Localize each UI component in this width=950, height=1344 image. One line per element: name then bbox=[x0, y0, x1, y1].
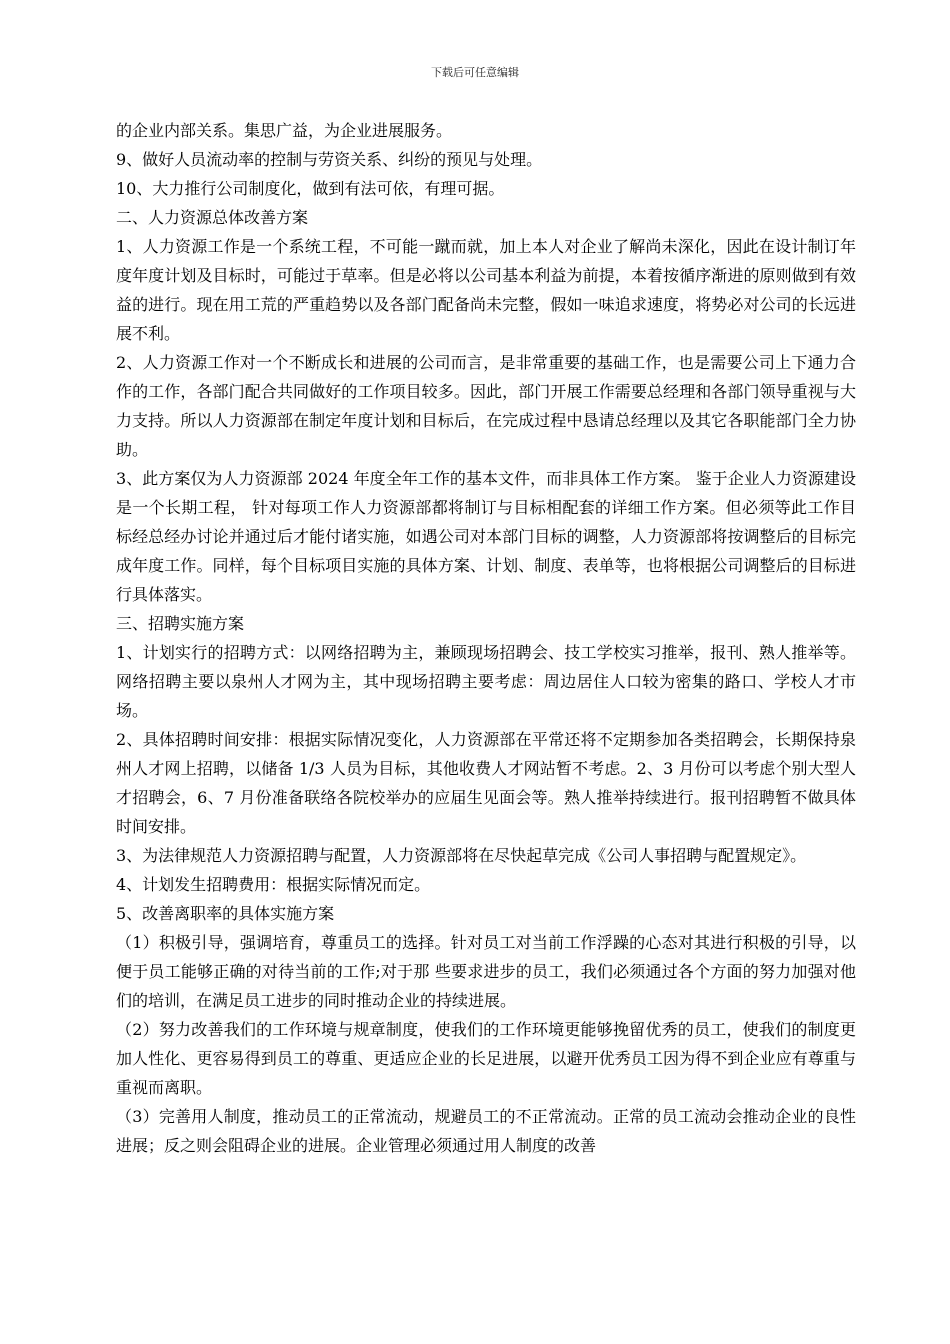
paragraph-hr-3: 3、此方案仅为人力资源部 2024 年度全年工作的基本文件，而非具体工作方案。 鉴于企业人力资源建设是一个长期工程， 针对每项工作人力资源部都将制订与目标相配套的详细工作方案。但必须等此工作目标经总经办讨论并通过后才能付诸实施，如遇公司对本部门目标的调整，人力资源部将按调整后的目标完成年度工作。同样，每个目标项目实施的具体方案、计划、制度、表单等，也将根据公司调整后的目标进行具体落实。 bbox=[116, 469, 856, 604]
paragraph-hr-2: 2、人力资源工作对一个不断成长和进展的公司而言，是非常重要的基础工作，也是需要公司上下通力合作的工作，各部门配合共同做好的工作项目较多。因此，部门开展工作需要总经理和各部门领导重视与大力支持。所以人力资源部在制定年度计划和目标后，在完成过程中恳请总经理以及其它各职能部门全力协助。 bbox=[116, 353, 856, 459]
paragraph-recruit-5: 5、改善离职率的具体实施方案 bbox=[116, 904, 335, 923]
paragraph-recruit-2: 2、具体招聘时间安排：根据实际情况变化，人力资源部在平常还将不定期参加各类招聘会，长期保持泉州人才网上招聘，以储备 1/3 人员为目标，其他收费人才网站暂不考虑。2、3 月份可以考虑个别大型人才招聘会，6、7 月份准备联络各院校举办的应届生见面会等。熟人推举持续进行。报刊招聘暂不做具体时间安排。 bbox=[116, 730, 856, 836]
page-header: 下载后可任意编辑 bbox=[431, 66, 519, 79]
section-heading-recruitment: 三、招聘实施方案 bbox=[116, 614, 245, 633]
paragraph-item-10: 10、大力推行公司制度化，做到有法可依，有理可据。 bbox=[116, 179, 505, 198]
document-body bbox=[116, 116, 856, 1160]
paragraph-item-9: 9、做好人员流动率的控制与劳资关系、纠纷的预见与处理。 bbox=[116, 150, 543, 169]
paragraph-recruit-1: 1、计划实行的招聘方式：以网络招聘为主，兼顾现场招聘会、技工学校实习推举，报刊、熟人推举等。网络招聘主要以泉州人才网为主，其中现场招聘主要考虑：周边居住人口较为密集的路口、学校人才市场。 bbox=[116, 643, 856, 720]
paragraph-recruit-4: 4、计划发生招聘费用：根据实际情况而定。 bbox=[116, 875, 431, 894]
section-heading-hr-improvement: 二、人力资源总体改善方案 bbox=[116, 208, 309, 227]
paragraph-recruit-3: 3、为法律规范人力资源招聘与配置，人力资源部将在尽快起草完成《公司人事招聘与配置规定》。 bbox=[116, 846, 807, 865]
paragraph-hr-1: 1、人力资源工作是一个系统工程，不可能一蹴而就，加上本人对企业了解尚未深化，因此在设计制订年度年度计划及目标时，可能过于草率。但是必将以公司基本利益为前提，本着按循序渐进的原则做到有效益的进行。现在用工荒的严重趋势以及各部门配备尚未完整，假如一味追求速度，将势必对公司的长远进展不利。 bbox=[116, 237, 856, 343]
paragraph-turnover-2: （2）努力改善我们的工作环境与规章制度，使我们的工作环境更能够挽留优秀的员工，使我们的制度更加人性化、更容易得到员工的尊重、更适应企业的长足进展，以避开优秀员工因为得不到企业应有尊重与重视而离职。 bbox=[116, 1020, 856, 1097]
paragraph-continuation: 的企业内部关系。集思广益，为企业进展服务。 bbox=[116, 121, 453, 140]
paragraph-turnover-1: （1）积极引导，强调培育，尊重员工的选择。针对员工对当前工作浮躁的心态对其进行积极的引导，以便于员工能够正确的对待当前的工作;对于那 些要求进步的员工，我们必须通过各个方面的努力加强对他们的培训，在满足员工进步的同时推动企业的持续进展。 bbox=[116, 933, 856, 1010]
paragraph-turnover-3: （3）完善用人制度，推动员工的正常流动，规避员工的不正常流动。正常的员工流动会推动企业的良性进展；反之则会阻碍企业的进展。企业管理必须通过用人制度的改善 bbox=[116, 1107, 856, 1155]
